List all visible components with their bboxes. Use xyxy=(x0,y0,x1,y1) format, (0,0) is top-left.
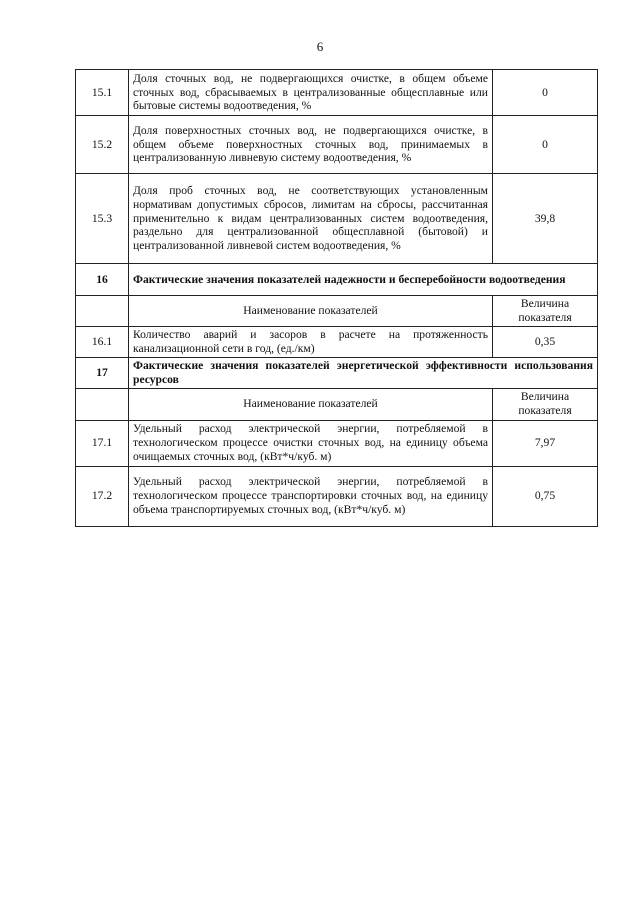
empty-cell xyxy=(76,388,129,420)
empty-cell xyxy=(76,296,129,327)
indicator-value: 7,97 xyxy=(493,420,598,466)
section-title: Фактические значения показателей надежности и бесперебойности водоотведения xyxy=(129,264,598,296)
column-header-name: Наименование показателей xyxy=(129,388,493,420)
row-number: 15.1 xyxy=(76,70,129,116)
row-number: 15.3 xyxy=(76,174,129,264)
section-number: 17 xyxy=(76,358,129,389)
indicator-name: Удельный расход электрической энергии, потребляемой в технологическом процессе транспортировки сточных вод, на единицу объема транспортируемых сточных вод, (кВт*ч/куб. м) xyxy=(129,466,493,526)
section-title: Фактические значения показателей энергетической эффективности использования ресурсов xyxy=(129,358,598,389)
indicator-value: 0,35 xyxy=(493,327,598,358)
table-row xyxy=(76,116,598,174)
indicator-name: Удельный расход электрической энергии, потребляемой в технологическом процессе очистки сточных вод, на единицу объема очищаемых сточных вод, (кВт*ч/куб. м) xyxy=(129,420,493,466)
indicators-table xyxy=(75,69,598,527)
indicator-name: Доля поверхностных сточных вод, не подвергающихся очистке, в общем объеме поверхностных сточных вод, принимаемых в централизованную ливневую систему водоотведения, % xyxy=(129,116,493,174)
section-number: 16 xyxy=(76,264,129,296)
table-row xyxy=(76,174,598,264)
row-number: 17.1 xyxy=(76,420,129,466)
table-row xyxy=(76,420,598,466)
column-header-value: Величина показателя xyxy=(493,388,598,420)
section-heading-row xyxy=(76,358,598,389)
indicator-value: 0,75 xyxy=(493,466,598,526)
table-row xyxy=(76,70,598,116)
table-row xyxy=(76,327,598,358)
indicator-value: 0 xyxy=(493,116,598,174)
row-number: 15.2 xyxy=(76,116,129,174)
column-header-row xyxy=(76,388,598,420)
indicator-name: Количество аварий и засоров в расчете на протяженность канализационной сети в год, (ед./км) xyxy=(129,327,493,358)
column-header-name: Наименование показателей xyxy=(129,296,493,327)
indicator-name: Доля проб сточных вод, не соответствующих установленным нормативам допустимых сбросов, лимитам на сбросы, рассчитанная применительно к видам централизованных систем водоотведения, раздельно для централизованной общесплавной (бытовой) и централизованной ливневой систем водоотведения, % xyxy=(129,174,493,264)
indicator-value: 0 xyxy=(493,70,598,116)
column-header-value: Величина показателя xyxy=(493,296,598,327)
page-number: 6 xyxy=(316,39,324,54)
row-number: 17.2 xyxy=(76,466,129,526)
column-header-row xyxy=(76,296,598,327)
section-heading-row xyxy=(76,264,598,296)
table-row xyxy=(76,466,598,526)
row-number: 16.1 xyxy=(76,327,129,358)
indicator-name: Доля сточных вод, не подвергающихся очистке, в общем объеме сточных вод, сбрасываемых в централизованные общесплавные или бытовые системы водоотведения, % xyxy=(129,70,493,116)
indicator-value: 39,8 xyxy=(493,174,598,264)
